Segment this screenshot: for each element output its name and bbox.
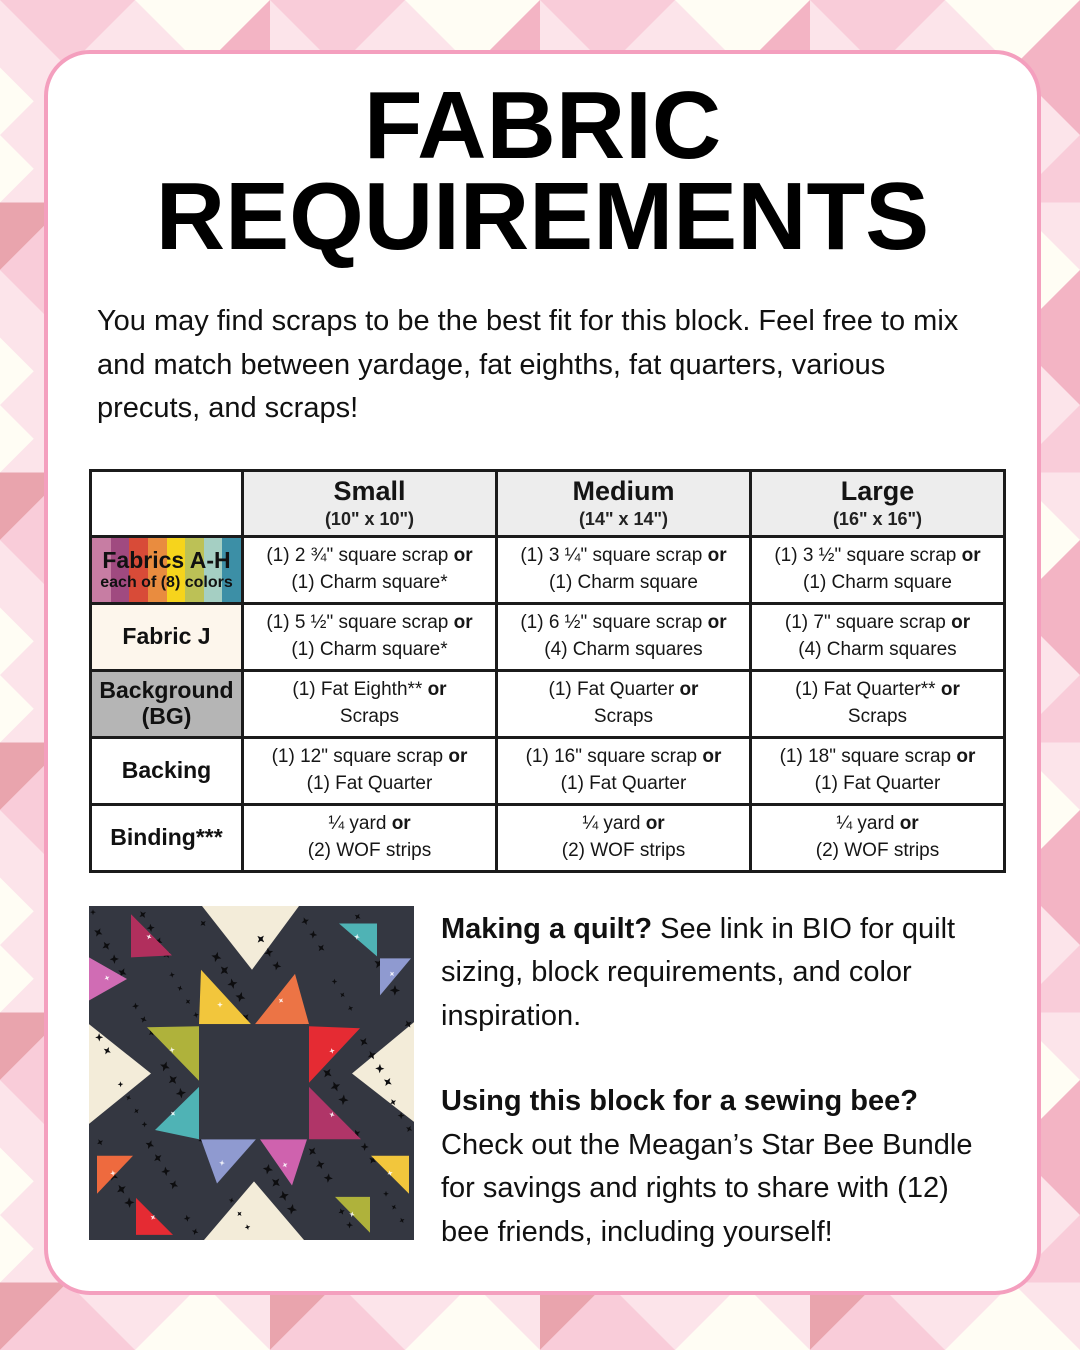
table-cell: (1) 7" square scrap or (4) Charm squares <box>751 603 1005 670</box>
table-cell: (1) 3 ¼" square scrap or (1) Charm square <box>497 536 751 603</box>
table-cell: (1) 18" square scrap or (1) Fat Quarter <box>751 737 1005 804</box>
table-cell: (1) Fat Quarter or Scraps <box>497 670 751 737</box>
table-row <box>91 670 1005 737</box>
table-cell: (1) 6 ½" square scrap or (4) Charm squares <box>497 603 751 670</box>
table-cell: (1) 5 ½" square scrap or (1) Charm square* <box>243 603 497 670</box>
table-cell: ¼ yard or (2) WOF strips <box>497 804 751 871</box>
table-cell: (1) 16" square scrap or (1) Fat Quarter <box>497 737 751 804</box>
table-cell: (1) 3 ½" square scrap or (1) Charm square <box>751 536 1005 603</box>
title-line-2: REQUIREMENTS <box>155 163 930 271</box>
table-row <box>91 737 1005 804</box>
column-header-large: Large (16" x 16") <box>751 470 1005 536</box>
table-cell: (1) Fat Quarter** or Scraps <box>751 670 1005 737</box>
row-label: Binding*** <box>91 804 243 871</box>
column-header-medium: Medium (14" x 14") <box>497 470 751 536</box>
table-row <box>91 603 1005 670</box>
table-cell: ¼ yard or (2) WOF strips <box>243 804 497 871</box>
table-cell: (1) 2 ¾" square scrap or (1) Charm square* <box>243 536 497 603</box>
table-cell: ¼ yard or (2) WOF strips <box>751 804 1005 871</box>
page-title <box>58 72 1027 271</box>
title-line-1: FABRIC <box>363 72 722 179</box>
bottom-section <box>89 906 1001 1255</box>
row-label: Fabrics A-H each of (8) colors <box>91 536 243 603</box>
fabric-table <box>89 469 1006 873</box>
row-label: Fabric J <box>91 603 243 670</box>
quilt-block-image <box>89 906 414 1240</box>
note-paragraph: Using this block for a sewing bee? Check out the Meagan’s Star Bee Bundle for savings and rights to share with (12) bee friends, including yourself! <box>441 1085 973 1248</box>
row-label: Background (BG) <box>91 670 243 737</box>
column-header-small: Small (10" x 10") <box>243 470 497 536</box>
table-row <box>91 536 1005 603</box>
table-cell: (1) 12" square scrap or (1) Fat Quarter <box>243 737 497 804</box>
note-paragraph: Making a quilt? See link in BIO for quilt sizing, block requirements, and color inspiration. <box>441 912 956 1032</box>
intro-text: You may find scraps to be the best fit for this block. Feel free to mix and match between yardage, fat eighths, fat quarters, various precuts, and scraps! <box>97 305 959 425</box>
table-corner-blank <box>91 470 243 536</box>
notes <box>441 906 1001 1255</box>
row-label: Backing <box>91 737 243 804</box>
table-row <box>91 804 1005 871</box>
table-cell: (1) Fat Eighth** or Scraps <box>243 670 497 737</box>
content-card <box>44 50 1041 1295</box>
